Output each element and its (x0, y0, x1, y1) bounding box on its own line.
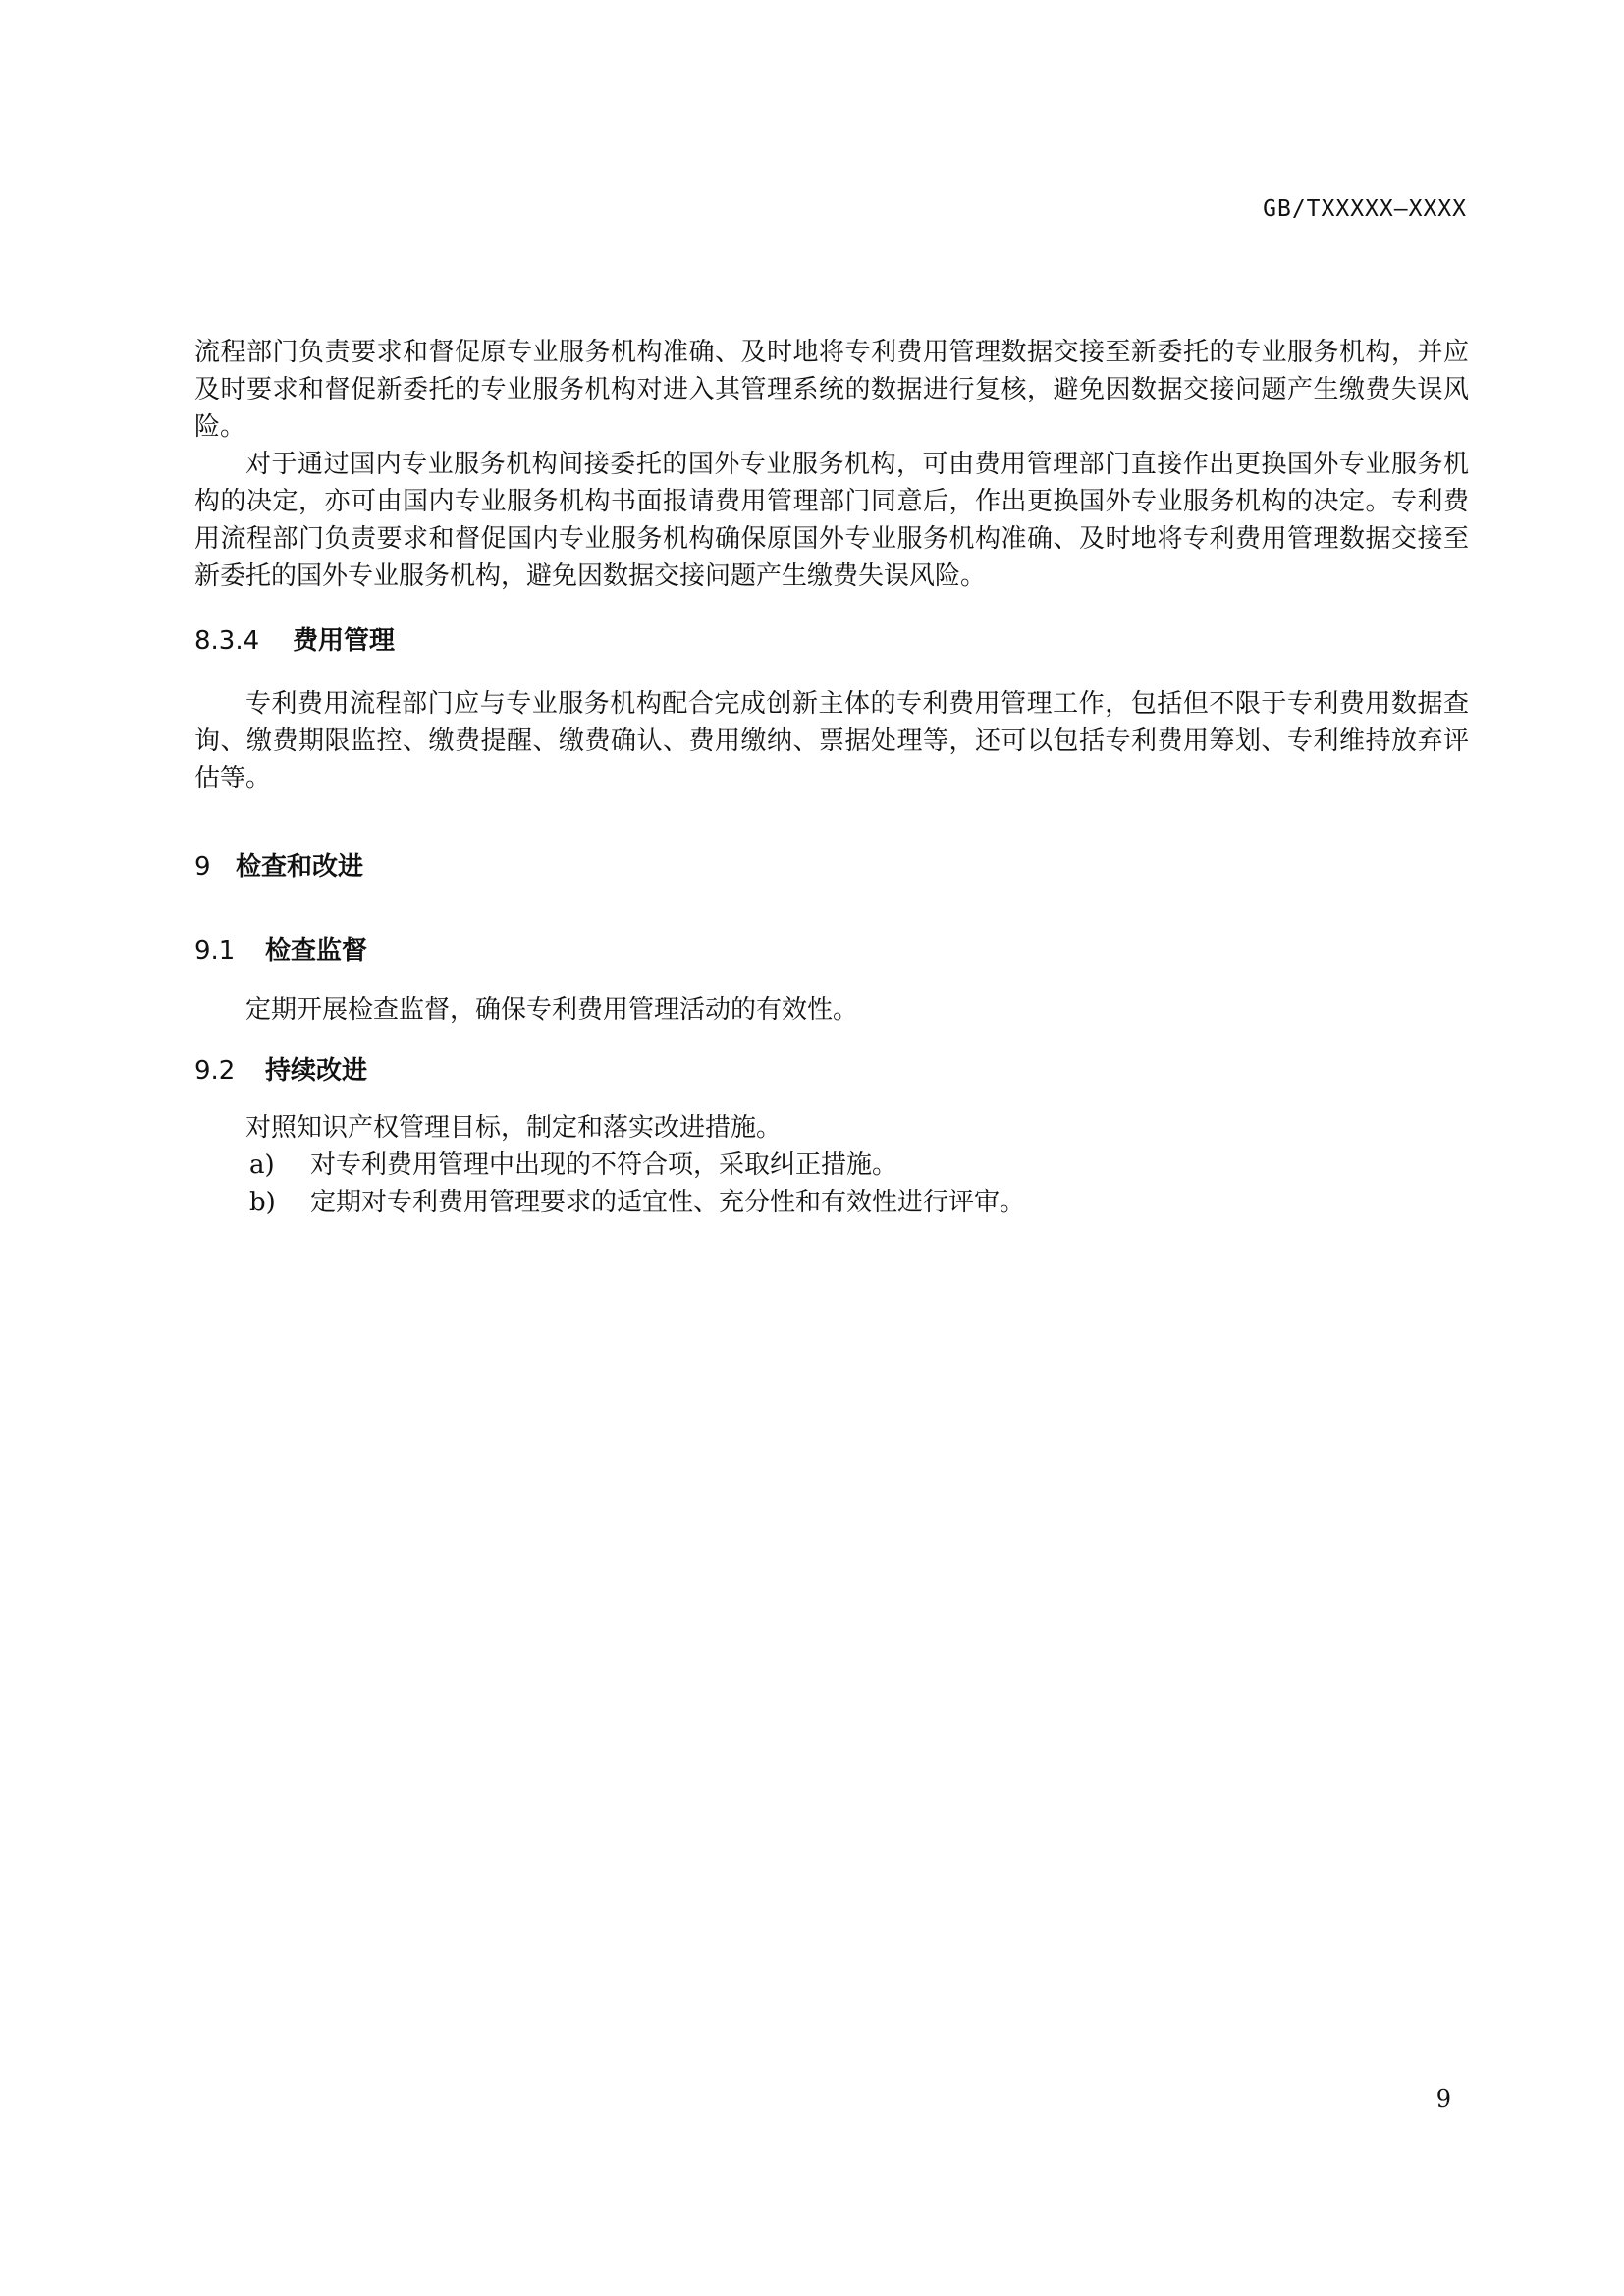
paragraph-handover-domestic: 流程部门负责要求和督促原专业服务机构准确、及时地将专利费用管理数据交接至新委托的专业服务机构，并应及时要求和督促新委托的专业服务机构对进入其管理系统的数据进行复核，避免因数据交接问题产生缴费失误风险。 (194, 338, 1469, 442)
section-heading-9-1 (194, 933, 1469, 970)
paragraph-improvement: 对照知识产权管理目标，制定和落实改进措施。 (245, 1113, 783, 1143)
list-item-text: 对专利费用管理中出现的不符合项，采取纠正措施。 (310, 1150, 898, 1180)
section-number: 9 (194, 852, 211, 881)
list-item-text: 定期对专利费用管理要求的适宜性、充分性和有效性进行评审。 (310, 1188, 1026, 1217)
section-title: 持续改进 (265, 1056, 368, 1086)
section-number: 9.2 (194, 1056, 236, 1086)
page-number: 9 (1435, 2085, 1451, 2112)
section-heading-9-2 (194, 1052, 1469, 1090)
paragraph-handover-foreign: 对于通过国内专业服务机构间接委托的国外专业服务机构，可由费用管理部门直接作出更换国外专业服务机构的决定，亦可由国内专业服务机构书面报请费用管理部门同意后，作出更换国外专业服务机构的决定。专利费用流程部门负责要求和督促国内专业服务机构确保原国外专业服务机构准确、及时地将专利费用管理数据交接至新委托的国外专业服务机构，避免因数据交接问题产生缴费失误风险。 (194, 450, 1469, 591)
list-item (194, 1184, 1469, 1221)
section-title: 费用管理 (293, 626, 396, 656)
section-number: 9.1 (194, 936, 236, 966)
section-number: 8.3.4 (194, 626, 260, 656)
section-title: 检查和改进 (236, 852, 364, 881)
list-marker: a) (249, 1150, 275, 1180)
list-item (194, 1147, 1469, 1184)
paragraph-fee-management: 专利费用流程部门应与专业服务机构配合完成创新主体的专利费用管理工作，包括但不限于专利费用数据查询、缴费期限监控、缴费提醒、缴费确认、费用缴纳、票据处理等，还可以包括专利费用筹划、专利维持放弃评估等。 (194, 689, 1469, 793)
document-body (194, 334, 1469, 1221)
section-title: 检查监督 (265, 936, 368, 966)
section-heading-8-3-4 (194, 622, 1469, 660)
document-code: GB/TXXXXX—XXXX (1263, 196, 1467, 222)
list-marker: b) (249, 1188, 276, 1217)
section-heading-9 (194, 848, 1469, 885)
paragraph-inspection: 定期开展检查监督，确保专利费用管理活动的有效性。 (245, 995, 859, 1025)
